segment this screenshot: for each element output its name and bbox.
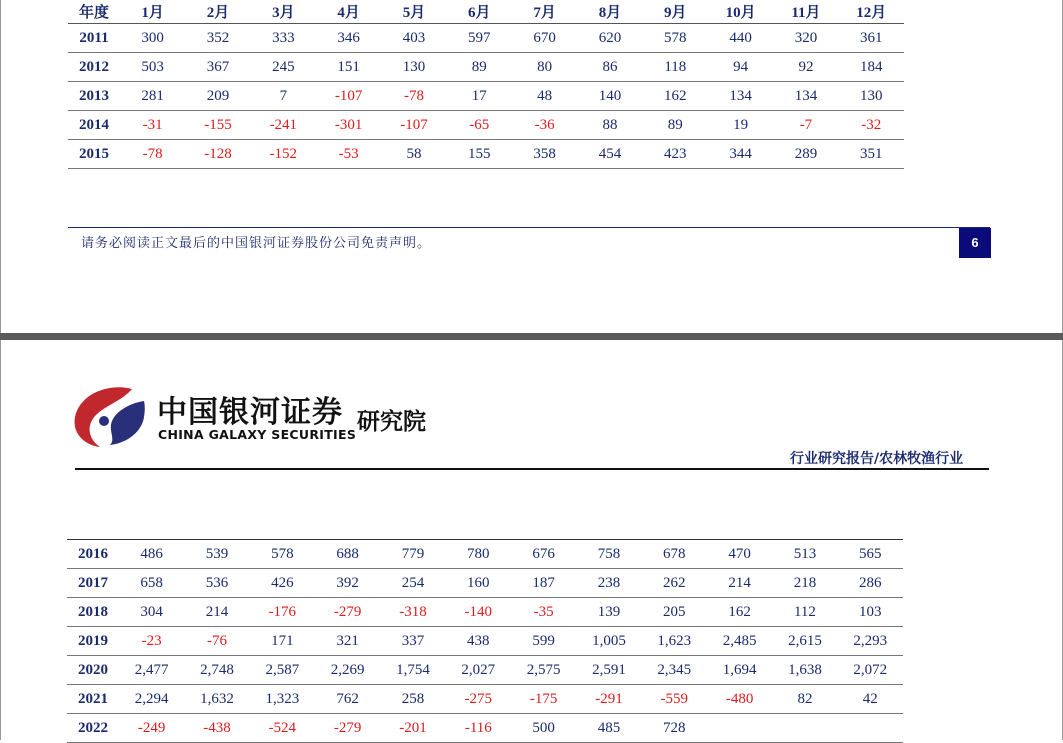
year-cell: 2013 [68, 82, 120, 111]
value-cell: 337 [380, 627, 445, 656]
table-row [67, 656, 903, 685]
value-cell: -152 [251, 140, 316, 169]
value-cell: 620 [577, 24, 642, 53]
value-cell: 1,323 [250, 685, 315, 714]
value-cell: -65 [447, 111, 512, 140]
value-cell: 134 [773, 82, 838, 111]
value-cell: -128 [185, 140, 250, 169]
value-cell: 344 [708, 140, 773, 169]
value-cell: 486 [119, 540, 184, 569]
month-header: 2月 [185, 0, 250, 24]
value-cell: 92 [773, 53, 838, 82]
value-cell: 758 [576, 540, 641, 569]
year-cell: 2021 [67, 685, 119, 714]
value-cell: 130 [839, 82, 904, 111]
value-cell: 2,748 [184, 656, 249, 685]
value-cell: 367 [185, 53, 250, 82]
year-cell: 2016 [67, 540, 119, 569]
value-cell: 500 [511, 714, 576, 743]
value-cell: 162 [643, 82, 708, 111]
value-cell: -480 [707, 685, 772, 714]
value-cell: 17 [447, 82, 512, 111]
value-cell: 89 [643, 111, 708, 140]
value-cell: 2,485 [707, 627, 772, 656]
value-cell: -438 [184, 714, 249, 743]
value-cell: 118 [643, 53, 708, 82]
value-cell: 670 [512, 24, 577, 53]
value-cell: 454 [577, 140, 642, 169]
value-cell: 2,294 [119, 685, 184, 714]
month-header: 1月 [120, 0, 185, 24]
year-cell: 2018 [67, 598, 119, 627]
value-cell: 2,293 [838, 627, 903, 656]
value-cell: 676 [511, 540, 576, 569]
value-cell: 578 [250, 540, 315, 569]
value-cell: 351 [839, 140, 904, 169]
value-cell: 1,623 [642, 627, 707, 656]
data-table-bottom [67, 539, 903, 743]
logo-chinese-text: 中国银河证券 [157, 395, 343, 430]
year-cell: 2012 [68, 53, 120, 82]
value-cell: 103 [838, 598, 903, 627]
value-cell: 134 [708, 82, 773, 111]
value-cell: 238 [576, 569, 641, 598]
value-cell: 1,694 [707, 656, 772, 685]
value-cell: -524 [250, 714, 315, 743]
value-cell: 2,027 [446, 656, 511, 685]
value-cell: 80 [512, 53, 577, 82]
value-cell: -301 [316, 111, 381, 140]
month-header: 3月 [251, 0, 316, 24]
year-cell: 2011 [68, 24, 120, 53]
year-cell: 2015 [68, 140, 120, 169]
value-cell: 597 [447, 24, 512, 53]
logo-dot [99, 416, 109, 426]
table-row [68, 111, 904, 140]
value-cell: 171 [250, 627, 315, 656]
data-table-top [68, 0, 904, 169]
table-row [68, 53, 904, 82]
table-row [67, 714, 903, 743]
value-cell: 155 [447, 140, 512, 169]
value-cell: 139 [576, 598, 641, 627]
value-cell: -107 [381, 111, 446, 140]
value-cell: 392 [315, 569, 380, 598]
value-cell: 42 [838, 685, 903, 714]
value-cell: 678 [642, 540, 707, 569]
month-header: 10月 [708, 0, 773, 24]
value-cell: -318 [380, 598, 445, 627]
table-row [68, 82, 904, 111]
value-cell: -241 [251, 111, 316, 140]
value-cell: 94 [708, 53, 773, 82]
value-cell: 1,638 [772, 656, 837, 685]
value-cell: -35 [511, 598, 576, 627]
value-cell: 2,269 [315, 656, 380, 685]
value-cell: -140 [446, 598, 511, 627]
value-cell: 320 [773, 24, 838, 53]
disclaimer-text: 请务必阅读正文最后的中国银河证券股份公司免责声明。 [81, 236, 432, 251]
value-cell: 1,754 [380, 656, 445, 685]
value-cell [707, 714, 772, 743]
year-cell: 2020 [67, 656, 119, 685]
year-cell: 2014 [68, 111, 120, 140]
logo-english-text: CHINA GALAXY SECURITIES [158, 427, 357, 442]
value-cell: -107 [316, 82, 381, 111]
value-cell: 426 [250, 569, 315, 598]
value-cell: 321 [315, 627, 380, 656]
value-cell: 440 [708, 24, 773, 53]
value-cell: 89 [447, 53, 512, 82]
table-row [68, 24, 904, 53]
value-cell: 58 [381, 140, 446, 169]
value-cell: -7 [773, 111, 838, 140]
year-cell: 2017 [67, 569, 119, 598]
value-cell [772, 714, 837, 743]
value-cell: -175 [511, 685, 576, 714]
value-cell: 2,587 [250, 656, 315, 685]
value-cell: -32 [839, 111, 904, 140]
value-cell: 599 [511, 627, 576, 656]
value-cell: 304 [119, 598, 184, 627]
page-top [0, 0, 1063, 333]
year-cell: 2022 [67, 714, 119, 743]
value-cell: 187 [511, 569, 576, 598]
year-cell: 2019 [67, 627, 119, 656]
value-cell: 536 [184, 569, 249, 598]
value-cell: -53 [316, 140, 381, 169]
month-header: 7月 [512, 0, 577, 24]
value-cell: 289 [773, 140, 838, 169]
value-cell: 151 [316, 53, 381, 82]
value-cell: -201 [380, 714, 445, 743]
month-header: 8月 [577, 0, 642, 24]
year-header: 年度 [68, 0, 120, 24]
footer-divider [68, 227, 990, 228]
value-cell: 578 [643, 24, 708, 53]
value-cell: 112 [772, 598, 837, 627]
value-cell: 262 [642, 569, 707, 598]
value-cell: 258 [380, 685, 445, 714]
value-cell: 281 [120, 82, 185, 111]
logo-blue-swoosh [110, 401, 145, 445]
value-cell: 19 [708, 111, 773, 140]
value-cell: 1,005 [576, 627, 641, 656]
value-cell: 780 [446, 540, 511, 569]
value-cell: -279 [315, 598, 380, 627]
value-cell: 352 [185, 24, 250, 53]
value-cell: 2,345 [642, 656, 707, 685]
value-cell: 2,072 [838, 656, 903, 685]
value-cell: -291 [576, 685, 641, 714]
value-cell: 2,477 [119, 656, 184, 685]
value-cell: 88 [577, 111, 642, 140]
value-cell: -275 [446, 685, 511, 714]
value-cell: 162 [707, 598, 772, 627]
value-cell: 423 [643, 140, 708, 169]
institute-label: 研究院 [357, 409, 426, 435]
table-row [67, 598, 903, 627]
value-cell: -279 [315, 714, 380, 743]
value-cell: 214 [184, 598, 249, 627]
value-cell: 140 [577, 82, 642, 111]
month-header: 5月 [381, 0, 446, 24]
table-header-row [68, 0, 904, 24]
value-cell: 7 [251, 82, 316, 111]
value-cell: 539 [184, 540, 249, 569]
value-cell: -36 [512, 111, 577, 140]
value-cell: 82 [772, 685, 837, 714]
month-header: 11月 [773, 0, 838, 24]
value-cell: 403 [381, 24, 446, 53]
value-cell: 86 [577, 53, 642, 82]
value-cell: 503 [120, 53, 185, 82]
value-cell: 214 [707, 569, 772, 598]
value-cell: 565 [838, 540, 903, 569]
month-header: 9月 [643, 0, 708, 24]
table-row [67, 540, 903, 569]
value-cell: 358 [512, 140, 577, 169]
value-cell: 779 [380, 540, 445, 569]
value-cell: 205 [642, 598, 707, 627]
value-cell: -78 [120, 140, 185, 169]
value-cell: 2,591 [576, 656, 641, 685]
value-cell: 438 [446, 627, 511, 656]
value-cell: 48 [512, 82, 577, 111]
value-cell: 728 [642, 714, 707, 743]
value-cell: 2,615 [772, 627, 837, 656]
value-cell: -31 [120, 111, 185, 140]
value-cell: 688 [315, 540, 380, 569]
value-cell: 762 [315, 685, 380, 714]
value-cell: 254 [380, 569, 445, 598]
table-row [67, 569, 903, 598]
value-cell: -76 [184, 627, 249, 656]
galaxy-logo-icon [70, 383, 148, 449]
page-separator [0, 333, 1063, 340]
table-row [67, 685, 903, 714]
table-row [68, 140, 904, 169]
value-cell: -559 [642, 685, 707, 714]
value-cell: -176 [250, 598, 315, 627]
value-cell: 658 [119, 569, 184, 598]
value-cell: 184 [839, 53, 904, 82]
value-cell: -23 [119, 627, 184, 656]
value-cell: 218 [772, 569, 837, 598]
value-cell: 485 [576, 714, 641, 743]
value-cell: -78 [381, 82, 446, 111]
value-cell: 300 [120, 24, 185, 53]
value-cell: 513 [772, 540, 837, 569]
value-cell: 361 [839, 24, 904, 53]
value-cell: 470 [707, 540, 772, 569]
month-header: 6月 [447, 0, 512, 24]
header-divider [75, 468, 989, 470]
value-cell: 1,632 [184, 685, 249, 714]
page-number-badge: 6 [959, 228, 991, 258]
value-cell: -116 [446, 714, 511, 743]
value-cell: 160 [446, 569, 511, 598]
value-cell: 209 [185, 82, 250, 111]
value-cell: 2,575 [511, 656, 576, 685]
value-cell: -249 [119, 714, 184, 743]
value-cell: 286 [838, 569, 903, 598]
value-cell: 346 [316, 24, 381, 53]
value-cell: -155 [185, 111, 250, 140]
value-cell: 333 [251, 24, 316, 53]
value-cell: 245 [251, 53, 316, 82]
report-type-label: 行业研究报告/农林牧渔行业 [790, 451, 964, 467]
month-header: 12月 [839, 0, 904, 24]
value-cell [838, 714, 903, 743]
table-row [67, 627, 903, 656]
value-cell: 130 [381, 53, 446, 82]
month-header: 4月 [316, 0, 381, 24]
